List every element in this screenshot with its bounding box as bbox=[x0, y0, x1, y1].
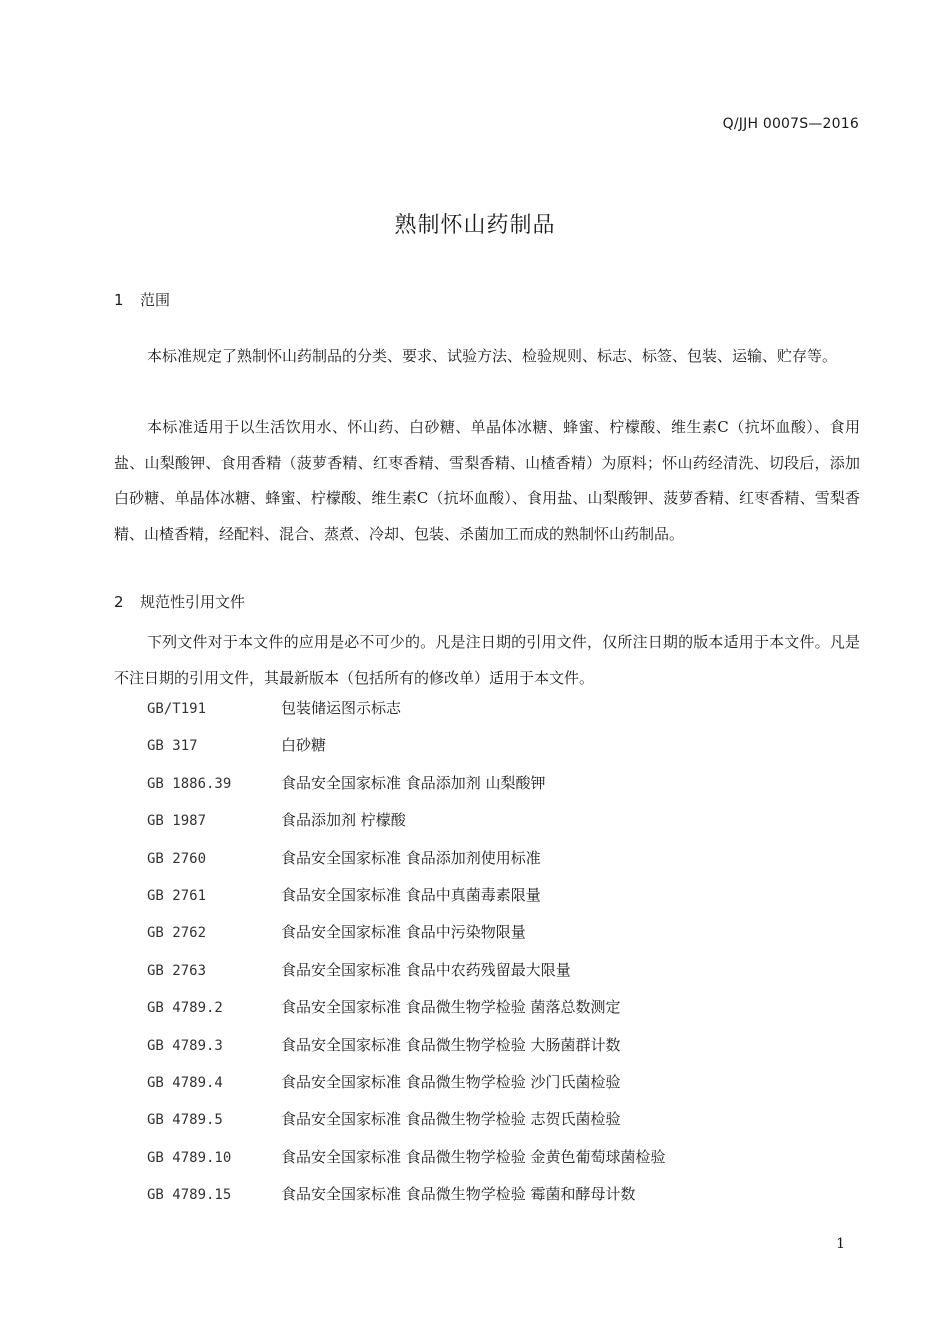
reference-title: 食品安全国家标准 食品微生物学检验 霉菌和酵母计数 bbox=[281, 1185, 636, 1204]
reference-code: GB 317 bbox=[147, 738, 198, 755]
section-heading-scope bbox=[114, 289, 170, 310]
reference-item bbox=[147, 914, 860, 951]
reference-code: GB 4789.5 bbox=[147, 1112, 223, 1129]
section-number: 1 bbox=[114, 291, 124, 309]
reference-item bbox=[147, 989, 860, 1026]
reference-item bbox=[147, 727, 860, 764]
reference-title: 食品安全国家标准 食品中农药残留最大限量 bbox=[281, 960, 571, 979]
section-heading-normative bbox=[114, 591, 245, 612]
standard-code: Q/JJH 0007S—2016 bbox=[722, 116, 859, 132]
reference-code: GB 2762 bbox=[147, 925, 207, 942]
reference-item bbox=[147, 1139, 860, 1176]
reference-item bbox=[147, 1064, 860, 1101]
page-number: 1 bbox=[836, 1236, 845, 1252]
reference-code: GB 4789.10 bbox=[147, 1149, 232, 1166]
reference-item bbox=[147, 690, 860, 727]
reference-item bbox=[147, 765, 860, 802]
section-number: 2 bbox=[114, 593, 124, 611]
reference-title: 食品添加剂 柠檬酸 bbox=[281, 811, 406, 830]
reference-title: 白砂糖 bbox=[281, 736, 327, 755]
reference-title: 食品安全国家标准 食品微生物学检验 大肠菌群计数 bbox=[281, 1035, 621, 1054]
reference-title: 食品安全国家标准 食品添加剂使用标准 bbox=[281, 848, 541, 867]
reference-item bbox=[147, 952, 860, 989]
reference-item bbox=[147, 840, 860, 877]
reference-title: 食品安全国家标准 食品添加剂 山梨酸钾 bbox=[281, 773, 546, 792]
reference-item bbox=[147, 1101, 860, 1138]
reference-code: GB 4789.15 bbox=[147, 1187, 232, 1204]
reference-title: 食品安全国家标准 食品中真菌毒素限量 bbox=[281, 885, 541, 904]
reference-code: GB/T191 bbox=[147, 701, 207, 717]
reference-title: 食品安全国家标准 食品微生物学检验 菌落总数测定 bbox=[281, 998, 621, 1017]
reference-code: GB 4789.3 bbox=[147, 1037, 223, 1054]
reference-code: GB 1886.39 bbox=[147, 775, 232, 792]
reference-item bbox=[147, 802, 860, 839]
section-title: 范围 bbox=[140, 291, 171, 309]
reference-code: GB 4789.2 bbox=[147, 1000, 223, 1017]
reference-item bbox=[147, 1176, 860, 1213]
reference-title: 食品安全国家标准 食品中污染物限量 bbox=[281, 923, 526, 942]
reference-title: 包装储运图示标志 bbox=[281, 699, 402, 717]
reference-title: 食品安全国家标准 食品微生物学检验 沙门氏菌检验 bbox=[281, 1072, 621, 1091]
reference-title: 食品安全国家标准 食品微生物学检验 金黄色葡萄球菌检验 bbox=[281, 1147, 666, 1166]
reference-code: GB 2760 bbox=[147, 850, 207, 867]
scope-paragraph-1: 本标准规定了熟制怀山药制品的分类、要求、试验方法、检验规则、标志、标签、包装、运输、贮存等。 bbox=[147, 347, 838, 365]
reference-code: GB 2761 bbox=[147, 887, 207, 904]
section-title: 规范性引用文件 bbox=[140, 593, 246, 611]
reference-list bbox=[147, 690, 860, 1213]
scope-paragraph-2: 本标准适用于以生活饮用水、怀山药、白砂糖、单晶体冰糖、蜂蜜、柠檬酸、维生素C（抗坏血酸）、食用盐、山梨酸钾、食用香精（菠萝香精、红枣香精、雪梨香精、山楂香精）为原料；怀山药经清洗、切段后，添加白砂糖、单晶体冰糖、蜂蜜、柠檬酸、维生素C（抗坏血酸）、食用盐、山梨酸钾、菠萝香精、红枣香精、雪梨香精、山楂香精，经配料、混合、蒸煮、冷却、包装、杀菌加工而成的熟制怀山药制品。 bbox=[114, 418, 860, 543]
reference-item bbox=[147, 877, 860, 914]
reference-code: GB 4789.4 bbox=[147, 1074, 223, 1091]
reference-code: GB 1987 bbox=[147, 813, 207, 830]
reference-code: GB 2763 bbox=[147, 962, 207, 979]
document-title: 熟制怀山药制品 bbox=[394, 213, 556, 238]
reference-item bbox=[147, 1027, 860, 1064]
reference-title: 食品安全国家标准 食品微生物学检验 志贺氏菌检验 bbox=[281, 1110, 621, 1129]
normative-paragraph: 下列文件对于本文件的应用是必不可少的。凡是注日期的引用文件，仅所注日期的版本适用于本文件。凡是不注日期的引用文件，其最新版本（包括所有的修改单）适用于本文件。 bbox=[114, 633, 860, 687]
